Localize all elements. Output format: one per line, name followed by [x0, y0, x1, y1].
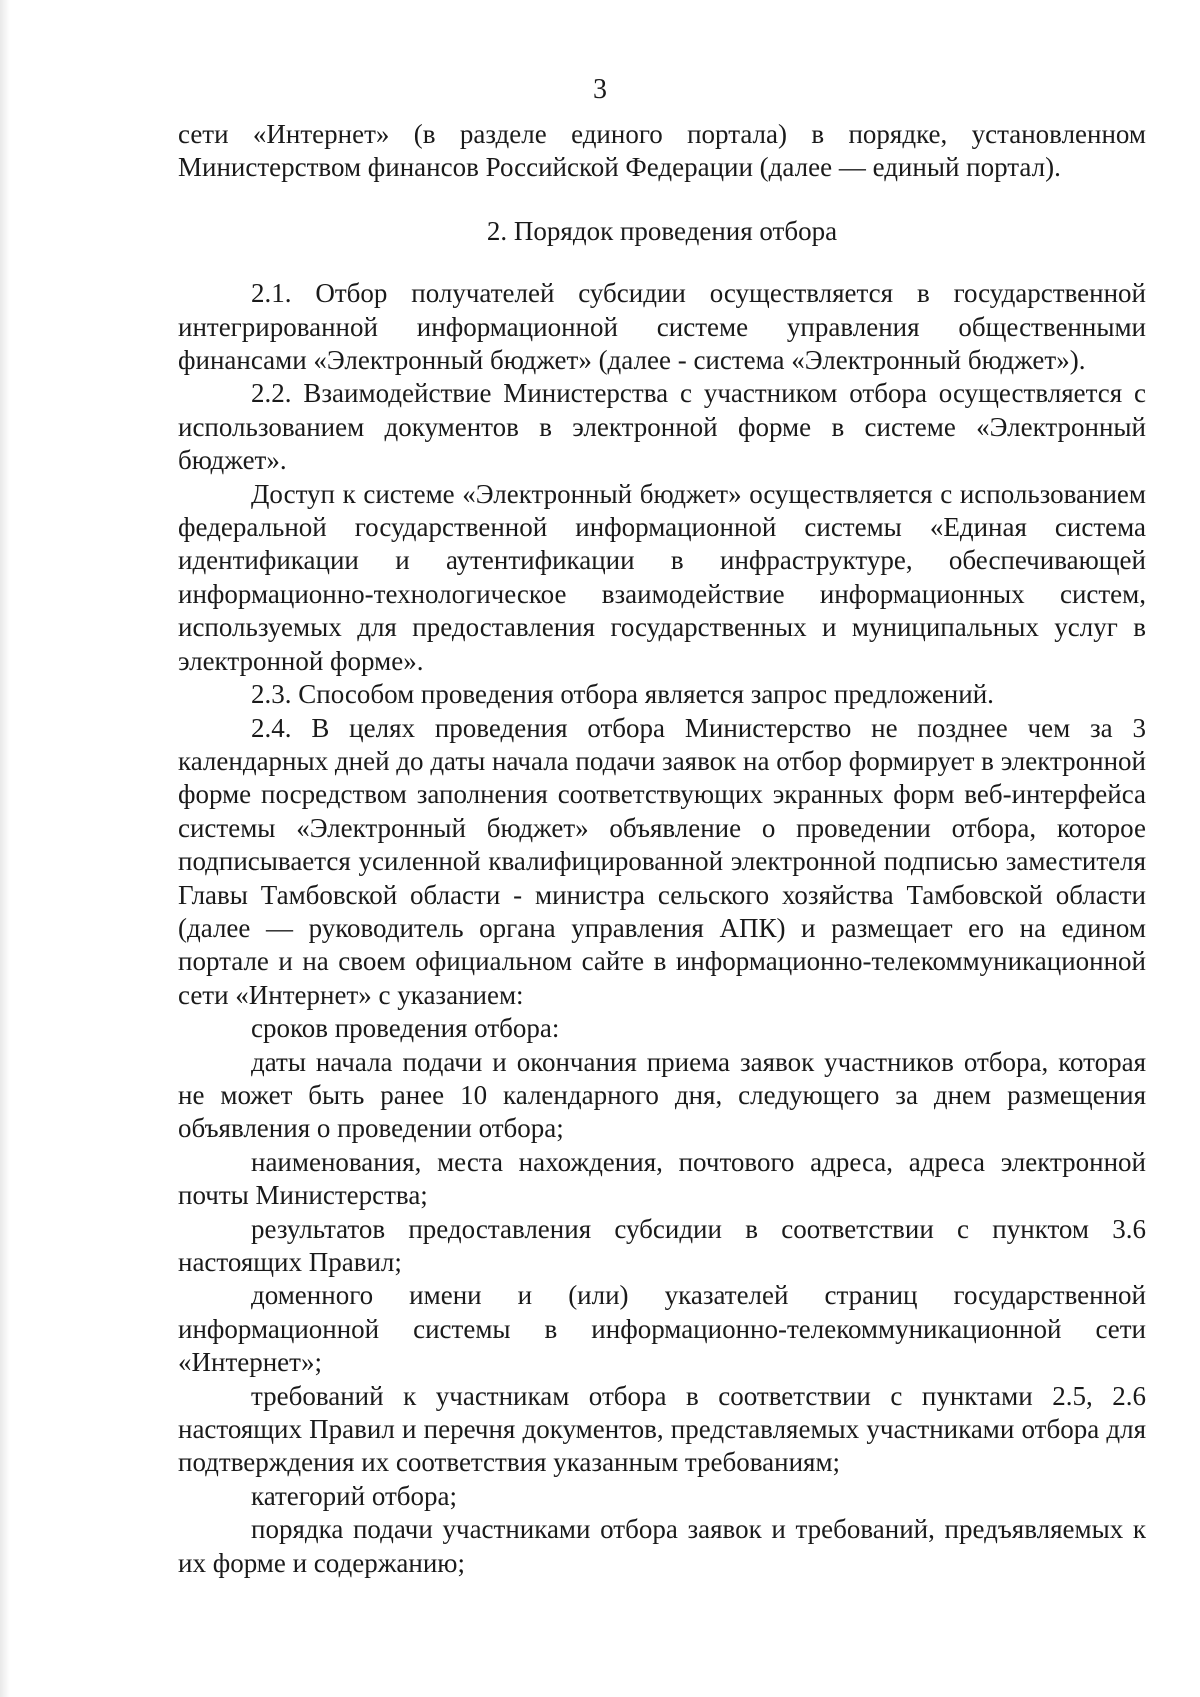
paragraph-2-3: 2.3. Способом проведения отбора является запрос предложений.: [251, 679, 994, 710]
list-item-requirements: требований к участникам отбора в соответствии с пунктами 2.5, 2.6 настоящих Правил и перечня документов, представляемых участниками отбора для подтверждения их соответствия указанным требованиям;: [178, 1380, 1146, 1478]
scan-edge-shadow: [0, 0, 10, 1697]
list-item-terms: сроков проведения отбора:: [251, 1013, 560, 1044]
document-body: [178, 118, 1146, 1580]
list-item-contacts: наименования, места нахождения, почтового адреса, адреса электронной почты Министерства;: [178, 1146, 1146, 1211]
list-item-dates: даты начала подачи и окончания приема заявок участников отбора, которая не может быть ранее 10 календарного дня, следующего за днем размещения объявления о проведении отбора;: [178, 1046, 1146, 1144]
paragraph-2-1: 2.1. Отбор получателей субсидии осуществляется в государственной интегрированной информационной системе управления общественными финансами «Электронный бюджет» (далее - система «Электронный бюджет»).: [178, 278, 1146, 376]
list-item-categories: категорий отбора;: [251, 1480, 457, 1511]
paragraph-2-2: 2.2. Взаимодействие Министерства с участником отбора осуществляется с использованием документов в электронной форме в системе «Электронный бюджет».: [178, 378, 1146, 476]
paragraph-access: Доступ к системе «Электронный бюджет» осуществляется с использованием федеральной государственной информационной системы «Единая система идентификации и аутентификации в инфраструктуре, обеспечивающей информационно-технологическое взаимодействие информационных систем, используемых для предоставления государственных и муниципальных услуг в электронной форме».: [178, 478, 1146, 676]
continuation-paragraph: сети «Интернет» (в разделе единого портала) в порядке, установленном Министерством финансов Российской Федерации (далее — единый портал).: [178, 119, 1146, 183]
list-item-domain: доменного имени и (или) указателей страниц государственной информационной системы в информационно-телекоммуникационной сети «Интернет»;: [178, 1280, 1146, 1378]
paragraph-2-4: 2.4. В целях проведения отбора Министерство не позднее чем за 3 календарных дней до даты начала подачи заявок на отбор формирует в электронной форме посредством заполнения соответствующих экранных форм веб-интерфейса системы «Электронный бюджет» объявление о проведении отбора, которое подписывается усиленной квалифицированной электронной подписью заместителя Главы Тамбовской области - министра сельского хозяйства Тамбовской области (далее — руководитель органа управления АПК) и размещает его на едином портале и на своем официальном сайте в информационно-телекоммуникационной сети «Интернет» с указанием:: [178, 712, 1146, 1010]
list-item-procedure: порядка подачи участниками отбора заявок и требований, предъявляемых к их форме и содержанию;: [178, 1514, 1146, 1578]
section-heading: 2. Порядок проведения отбора: [486, 215, 838, 246]
list-item-results: результатов предоставления субсидии в соответствии с пунктом 3.6 настоящих Правил;: [178, 1213, 1146, 1277]
page-number: 3: [593, 74, 607, 105]
